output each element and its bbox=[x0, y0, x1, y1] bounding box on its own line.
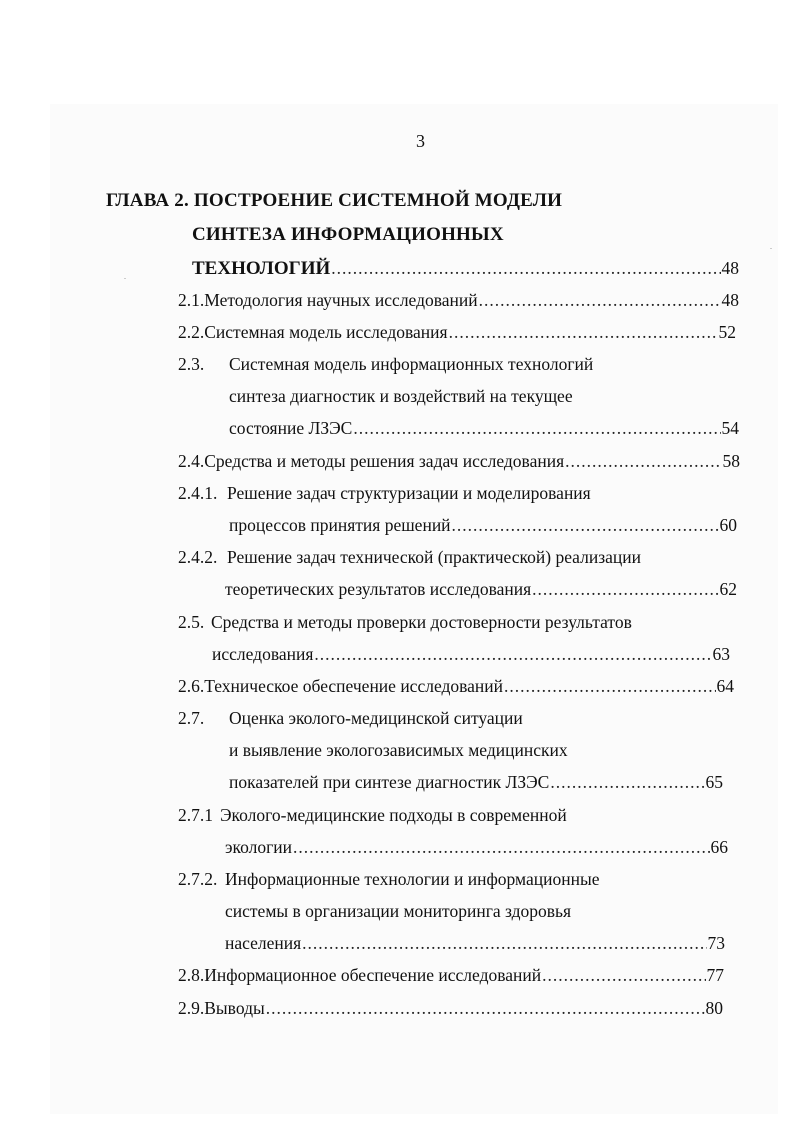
toc-entry-2-7-1 bbox=[178, 803, 567, 827]
toc-entry-2-7-cont bbox=[229, 738, 568, 762]
toc-entry-title-line: синтеза диагностик и воздействий на текущее bbox=[229, 386, 573, 406]
toc-entry-2-5-last bbox=[212, 642, 730, 666]
toc-entry-title-line: состояние ЛЗЭС bbox=[229, 418, 353, 438]
dot-leader bbox=[504, 674, 715, 698]
toc-entry-2-3 bbox=[178, 352, 593, 376]
toc-entry-2-4-1 bbox=[178, 481, 591, 505]
dot-leader bbox=[452, 513, 719, 537]
toc-entry-number: 2.2. bbox=[178, 322, 205, 342]
toc-entry-2-2 bbox=[178, 320, 736, 344]
toc-entry-2-4-1-last bbox=[229, 513, 737, 537]
toc-entry-number: 2.3. bbox=[178, 354, 205, 374]
toc-entry-number: 2.8. bbox=[178, 965, 205, 985]
chapter-title-line-1: ГЛАВА 2. ПОСТРОЕНИЕ СИСТЕМНОЙ МОДЕЛИ bbox=[106, 190, 563, 211]
chapter-page-number: 48 bbox=[721, 258, 739, 278]
toc-entry-number: 2.4. bbox=[178, 451, 205, 471]
chapter-title-line-3 bbox=[192, 256, 739, 280]
toc-entry-title: Техническое обеспечение исследований bbox=[204, 676, 504, 696]
toc-entry-2-8 bbox=[178, 963, 724, 987]
dot-leader bbox=[542, 963, 705, 987]
toc-entry-title-line: процессов принятия решений bbox=[229, 515, 451, 535]
toc-entry-title-line: Средства и методы проверки достоверности результатов bbox=[211, 612, 632, 632]
toc-entry-page: 48 bbox=[721, 290, 739, 310]
toc-entry-title-line: Системная модель информационных технологий bbox=[229, 354, 594, 374]
toc-entry-page: 62 bbox=[719, 579, 737, 599]
toc-entry-title: Выводы bbox=[204, 998, 265, 1018]
dot-leader bbox=[266, 996, 705, 1020]
toc-entry-title-line: экологии bbox=[225, 837, 293, 857]
dot-leader bbox=[353, 416, 720, 440]
toc-entry-2-4-2-last bbox=[225, 577, 737, 601]
toc-entry-page: 60 bbox=[719, 515, 737, 535]
toc-entry-title-line: Эколого-медицинские подходы в современной bbox=[220, 805, 567, 825]
toc-entry-title: Информационное обеспечение исследований bbox=[204, 965, 542, 985]
dot-leader bbox=[479, 288, 721, 312]
toc-entry-page: 77 bbox=[706, 965, 724, 985]
toc-entry-page: 63 bbox=[712, 644, 730, 664]
toc-entry-title-line: теоретических результатов исследования bbox=[225, 579, 532, 599]
toc-entry-page: 58 bbox=[722, 451, 740, 471]
dot-leader bbox=[302, 931, 706, 955]
toc-entry-number: 2.5. bbox=[178, 612, 205, 632]
toc-entry-2-9 bbox=[178, 996, 723, 1020]
toc-entry-number: 2.7.1 bbox=[178, 805, 213, 825]
toc-entry-2-1 bbox=[178, 288, 739, 312]
toc-entry-title-line: Решение задач технической (практической) реализации bbox=[227, 547, 641, 567]
toc-entry-number: 2.7.2. bbox=[178, 869, 218, 889]
toc-entry-2-6 bbox=[178, 674, 734, 698]
scan-speck bbox=[770, 248, 772, 249]
toc-entry-title-line: Оценка эколого-медицинской ситуации bbox=[229, 708, 523, 728]
toc-entry-page: 52 bbox=[718, 322, 736, 342]
dot-leader bbox=[550, 770, 704, 794]
toc-entry-title-line: Решение задач структуризации и моделирования bbox=[227, 483, 591, 503]
toc-entry-2-5 bbox=[178, 610, 632, 634]
chapter-title-last: ТЕХНОЛОГИЙ bbox=[192, 258, 331, 279]
toc-entry-2-7-2-last bbox=[225, 931, 725, 955]
toc-entry-title-line: показателей при синтезе диагностик ЛЗЭС bbox=[229, 772, 550, 792]
toc-entry-title-line: Информационные технологии и информационные bbox=[225, 869, 600, 889]
dot-leader bbox=[331, 256, 720, 280]
toc-entry-title-line: и выявление экологозависимых медицинских bbox=[229, 740, 568, 760]
toc-entry-2-7-last bbox=[229, 770, 723, 794]
toc-entry-page: 64 bbox=[716, 676, 734, 696]
toc-entry-page: 54 bbox=[721, 418, 739, 438]
toc-entry-2-3-cont bbox=[229, 384, 573, 408]
toc-entry-2-4-2 bbox=[178, 545, 641, 569]
toc-entry-2-7-2-cont bbox=[225, 899, 571, 923]
toc-entry-page: 80 bbox=[705, 998, 723, 1018]
toc-entry-number: 2.1. bbox=[178, 290, 205, 310]
toc-entry-2-4 bbox=[178, 449, 740, 473]
toc-entry-number: 2.6. bbox=[178, 676, 205, 696]
toc-entry-title: Средства и методы решения задач исследования bbox=[204, 451, 565, 471]
toc-entry-title: Системная модель исследования bbox=[204, 322, 448, 342]
dot-leader bbox=[532, 577, 718, 601]
toc-entry-title-line: исследования bbox=[212, 644, 314, 664]
page-number: 3 bbox=[416, 131, 425, 151]
dot-leader bbox=[314, 642, 711, 666]
toc-entry-page: 73 bbox=[707, 933, 725, 953]
scan-speck bbox=[124, 278, 126, 279]
toc-entry-2-7 bbox=[178, 706, 523, 730]
toc-entry-title: Методология научных исследований bbox=[204, 290, 478, 310]
toc-entry-2-3-last bbox=[229, 416, 739, 440]
toc-entry-number: 2.7. bbox=[178, 708, 205, 728]
toc-entry-page: 65 bbox=[705, 772, 723, 792]
toc-entry-title-line: системы в организации мониторинга здоровья bbox=[225, 901, 572, 921]
chapter-title-line-2: СИНТЕЗА ИНФОРМАЦИОННЫХ bbox=[192, 224, 504, 245]
toc-entry-page: 66 bbox=[710, 837, 728, 857]
toc-entry-title-line: населения bbox=[225, 933, 302, 953]
dot-leader bbox=[293, 835, 709, 859]
toc-entry-2-7-2 bbox=[178, 867, 600, 891]
dot-leader bbox=[449, 320, 718, 344]
toc-entry-2-7-1-last bbox=[225, 835, 728, 859]
toc-entry-number: 2.9. bbox=[178, 998, 205, 1018]
dot-leader bbox=[565, 449, 721, 473]
toc-entry-number: 2.4.2. bbox=[178, 547, 218, 567]
toc-entry-number: 2.4.1. bbox=[178, 483, 218, 503]
